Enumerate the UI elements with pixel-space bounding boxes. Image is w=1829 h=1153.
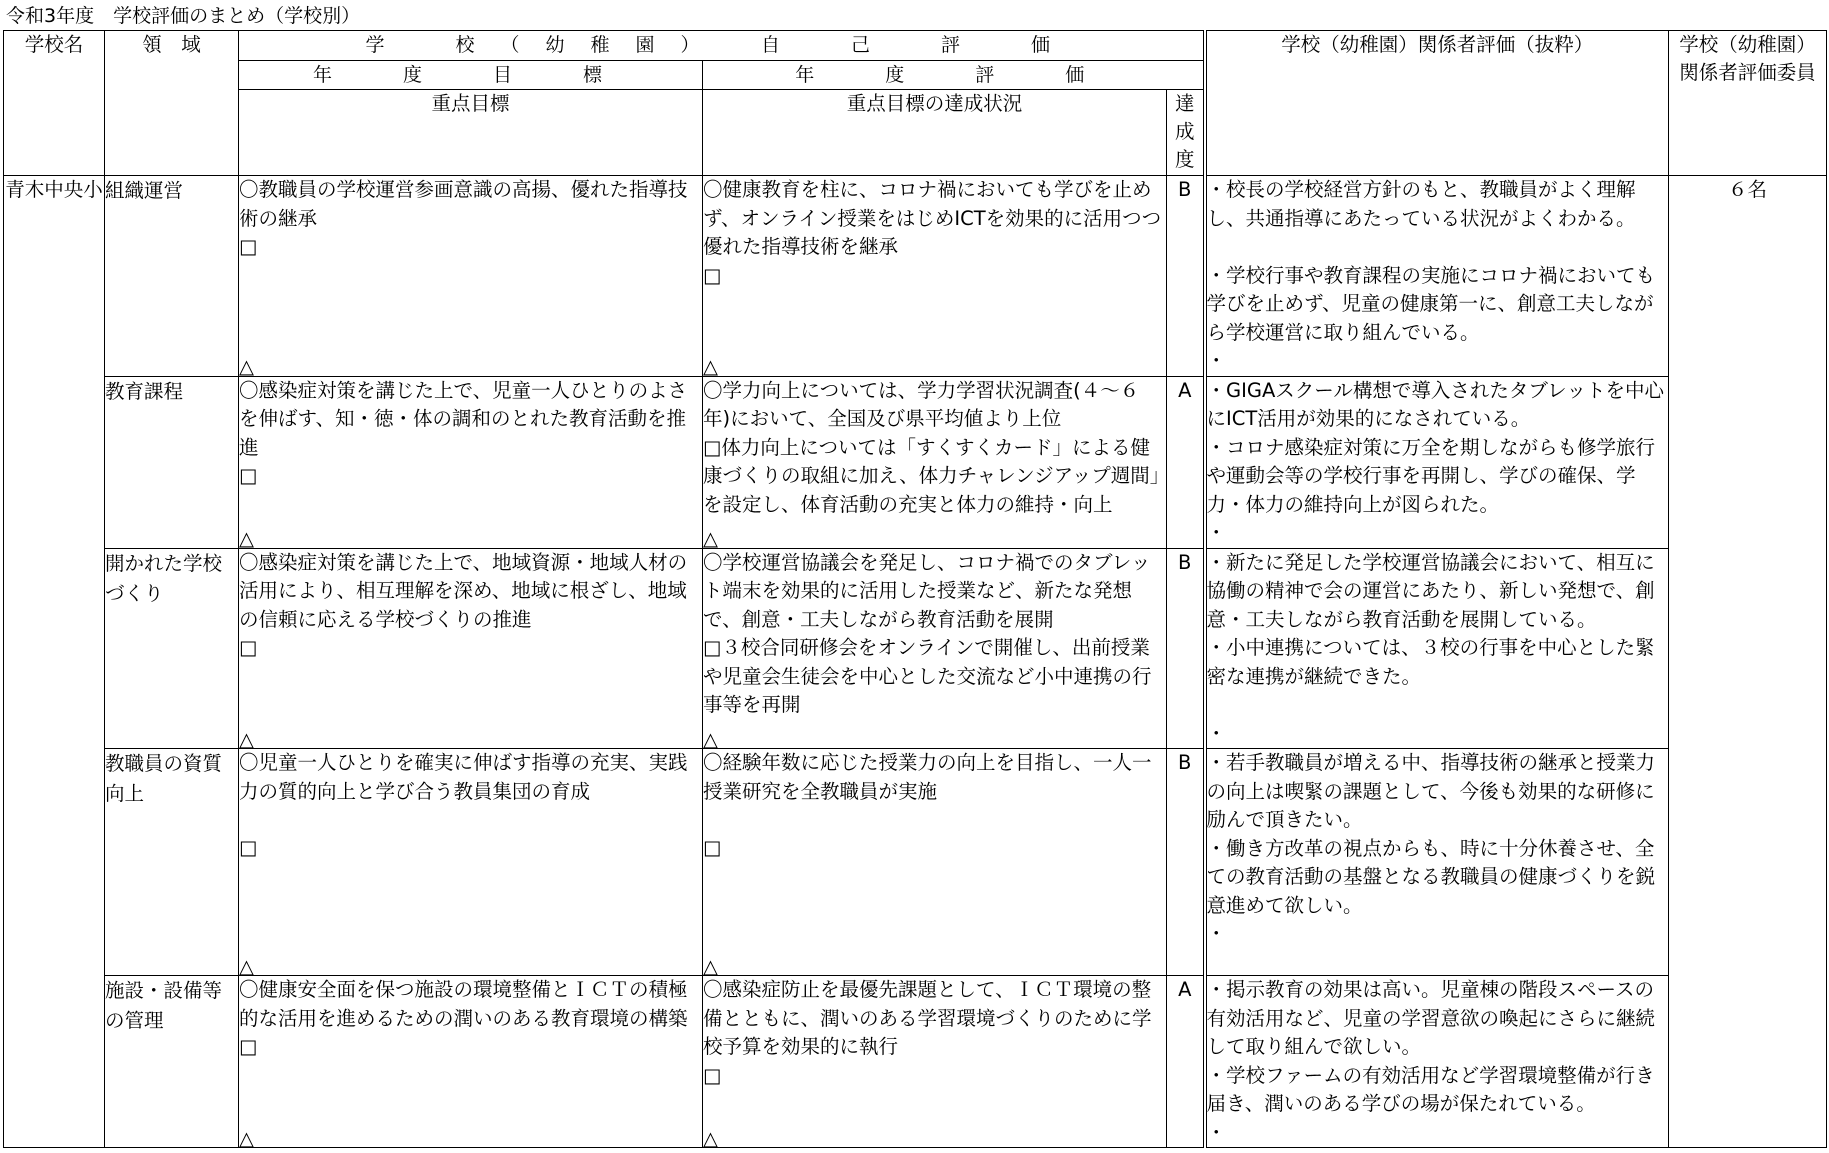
stakeholder-line: ・GIGAスクール構想で導入されたタブレットを中心にICT活用が効果的になされている。 — [1207, 377, 1669, 434]
status-text: 〇学校運営協議会を発足し、コロナ禍でのタブレット端末を効果的に活用した授業など、新たな発想で、創意・工夫しながら教育活動を展開 — [703, 549, 1166, 635]
header-annual-goal: 年 度 目 標 — [239, 60, 703, 90]
priority-goal-cell — [239, 548, 703, 749]
triangle-icon: △ — [703, 1125, 718, 1153]
achievement-status-cell — [703, 749, 1167, 976]
area-label: 施設・設備等の管理 — [105, 976, 239, 1148]
checkbox-icon: □ — [703, 262, 1166, 291]
status-text: 〇学力向上については、学力学習状況調査(４～６年)において、全国及び県平均値より上位 — [703, 377, 1166, 434]
stakeholder-eval-cell — [1205, 976, 1669, 1148]
stakeholder-eval-cell — [1205, 376, 1669, 548]
status-text: 〇経験年数に応じた授業力の向上を目指し、一人一授業研究を全教職員が実施 — [703, 749, 1166, 806]
achievement-grade: A — [1167, 376, 1205, 548]
checkbox-icon: □ — [239, 1033, 702, 1062]
priority-goal-cell — [239, 176, 703, 377]
area-label: 教職員の資質向上 — [105, 749, 239, 976]
checkbox-icon: □ — [239, 834, 702, 863]
stakeholder-line: ・ — [1207, 720, 1669, 749]
stakeholder-line: ・ — [1207, 347, 1669, 376]
school-name: 青木中央小 — [4, 176, 105, 1148]
achievement-grade: B — [1167, 176, 1205, 377]
stakeholder-line: ・ — [1207, 1119, 1669, 1148]
committee-count: ６名 — [1669, 176, 1827, 1148]
stakeholder-eval-cell — [1205, 548, 1669, 749]
stakeholder-line: ・校長の学校経営方針のもと、教職員がよく理解し、共通指導にあたっている状況がよくわかる。 — [1207, 176, 1669, 233]
achievement-status-cell — [703, 376, 1167, 548]
table-row — [4, 976, 1827, 1148]
header-area: 領 域 — [105, 31, 239, 176]
achievement-status-cell — [703, 976, 1167, 1148]
priority-goal-cell — [239, 749, 703, 976]
triangle-icon: △ — [239, 1125, 254, 1153]
triangle-icon: △ — [239, 726, 254, 755]
goal-text: 〇健康安全面を保つ施設の環境整備とＩＣＴの積極的な活用を進めるための潤いのある教育環境の構築 — [239, 976, 702, 1033]
checkbox-icon: □ — [703, 1062, 1166, 1091]
stakeholder-line: ・小中連携については、３校の行事を中心とした緊密な連携が継続できた。 — [1207, 634, 1669, 691]
stakeholder-line: ・掲示教育の効果は高い。児童棟の階段スペースの有効活用など、児童の学習意欲の喚起にさらに継続して取り組んで欲しい。 — [1207, 976, 1669, 1062]
triangle-icon: △ — [703, 953, 718, 982]
goal-text: 〇感染症対策を講じた上で、地域資源・地域人材の活用により、相互理解を深め、地域に根ざし、地域の信頼に応える学校づくりの推進 — [239, 549, 702, 635]
priority-goal-cell — [239, 976, 703, 1148]
stakeholder-line: ・学校行事や教育課程の実施にコロナ禍においても学びを止めず、児童の健康第一に、創意工夫しながら学校運営に取り組んでいる。 — [1207, 262, 1669, 348]
table-row — [4, 176, 1827, 377]
achievement-grade: B — [1167, 548, 1205, 749]
triangle-icon: △ — [239, 353, 254, 382]
goal-text: 〇感染症対策を講じた上で、児童一人ひとりのよさを伸ばす、知・徳・体の調和のとれた教育活動を推進 — [239, 377, 702, 463]
header-priority-goal: 重点目標 — [239, 90, 703, 176]
stakeholder-line: ・コロナ感染症対策に万全を期しながらも修学旅行や運動会等の学校行事を再開し、学びの確保、学力・体力の維持向上が図られた。 — [1207, 434, 1669, 520]
page-title: 令和3年度 学校評価のまとめ（学校別） — [6, 4, 360, 28]
area-label: 組織運営 — [105, 176, 239, 377]
status-box-text: □体力向上については「すくすくカード」による健康づくりの取組に加え、体力チャレンジアップ週間」を設定し、体育活動の充実と体力の維持・向上 — [703, 434, 1166, 520]
header-achievement-level: 達成度 — [1167, 90, 1205, 176]
header-school-name: 学校名 — [4, 31, 105, 176]
priority-goal-cell — [239, 376, 703, 548]
triangle-icon: △ — [703, 525, 718, 554]
stakeholder-line: ・働き方改革の視点からも、時に十分休養させ、全ての教育活動の基盤となる教職員の健康づくりを鋭意進めて欲しい。 — [1207, 835, 1669, 921]
area-label: 開かれた学校づくり — [105, 548, 239, 749]
header-annual-evaluation: 年 度 評 価 — [703, 60, 1205, 90]
triangle-icon: △ — [239, 953, 254, 982]
status-text: 〇健康教育を柱に、コロナ禍においても学びを止めず、オンライン授業をはじめICTを効果的に活用つつ優れた指導技術を継承 — [703, 176, 1166, 262]
triangle-icon: △ — [703, 353, 718, 382]
triangle-icon: △ — [703, 726, 718, 755]
stakeholder-eval-cell — [1205, 749, 1669, 976]
checkbox-icon: □ — [239, 233, 702, 262]
goal-text: 〇児童一人ひとりを確実に伸ばす指導の充実、実践力の質的向上と学び合う教員集団の育成 — [239, 749, 702, 806]
evaluation-table — [3, 30, 1827, 1148]
area-label: 教育課程 — [105, 376, 239, 548]
stakeholder-line: ・ — [1207, 519, 1669, 548]
stakeholder-line — [1207, 233, 1669, 262]
status-text: 〇感染症防止を最優先課題として、ＩＣＴ環境の整備とともに、潤いのある学習環境づくりのために学校予算を効果的に執行 — [703, 976, 1166, 1062]
stakeholder-line: ・学校ファームの有効活用など学習環境整備が行き届き、潤いのある学びの場が保たれている。 — [1207, 1062, 1669, 1119]
stakeholder-line: ・ — [1207, 920, 1669, 949]
checkbox-icon: □ — [239, 634, 702, 663]
header-achievement-status: 重点目標の達成状況 — [703, 90, 1167, 176]
goal-text: 〇教職員の学校運営参画意識の高揚、優れた指導技術の継承 — [239, 176, 702, 233]
header-stakeholder-evaluation: 学校（幼稚園）関係者評価（抜粋） — [1205, 31, 1669, 176]
table-row — [4, 548, 1827, 749]
checkbox-icon: □ — [239, 462, 702, 491]
achievement-grade: B — [1167, 749, 1205, 976]
table-row — [4, 749, 1827, 976]
achievement-status-cell — [703, 548, 1167, 749]
table-row — [4, 376, 1827, 548]
header-committee: 学校（幼稚園）関係者評価委員 — [1669, 31, 1827, 176]
stakeholder-line: ・新たに発足した学校運営協議会において、相互に協働の精神で会の運営にあたり、新しい発想で、創意・工夫しながら教育活動を展開している。 — [1207, 549, 1669, 635]
header-self-evaluation: 学 校（幼稚園） 自 己 評 価 — [239, 31, 1205, 61]
status-box-text: □３校合同研修会をオンラインで開催し、出前授業や児童会生徒会を中心とした交流など小中連携の行事等を再開 — [703, 634, 1166, 720]
stakeholder-line — [1207, 691, 1669, 720]
stakeholder-eval-cell — [1205, 176, 1669, 377]
achievement-grade: A — [1167, 976, 1205, 1148]
achievement-status-cell — [703, 176, 1167, 377]
stakeholder-line: ・若手教職員が増える中、指導技術の継承と授業力の向上は喫緊の課題として、今後も効果的な研修に励んで頂きたい。 — [1207, 749, 1669, 835]
checkbox-icon: □ — [703, 834, 1166, 863]
triangle-icon: △ — [239, 525, 254, 554]
